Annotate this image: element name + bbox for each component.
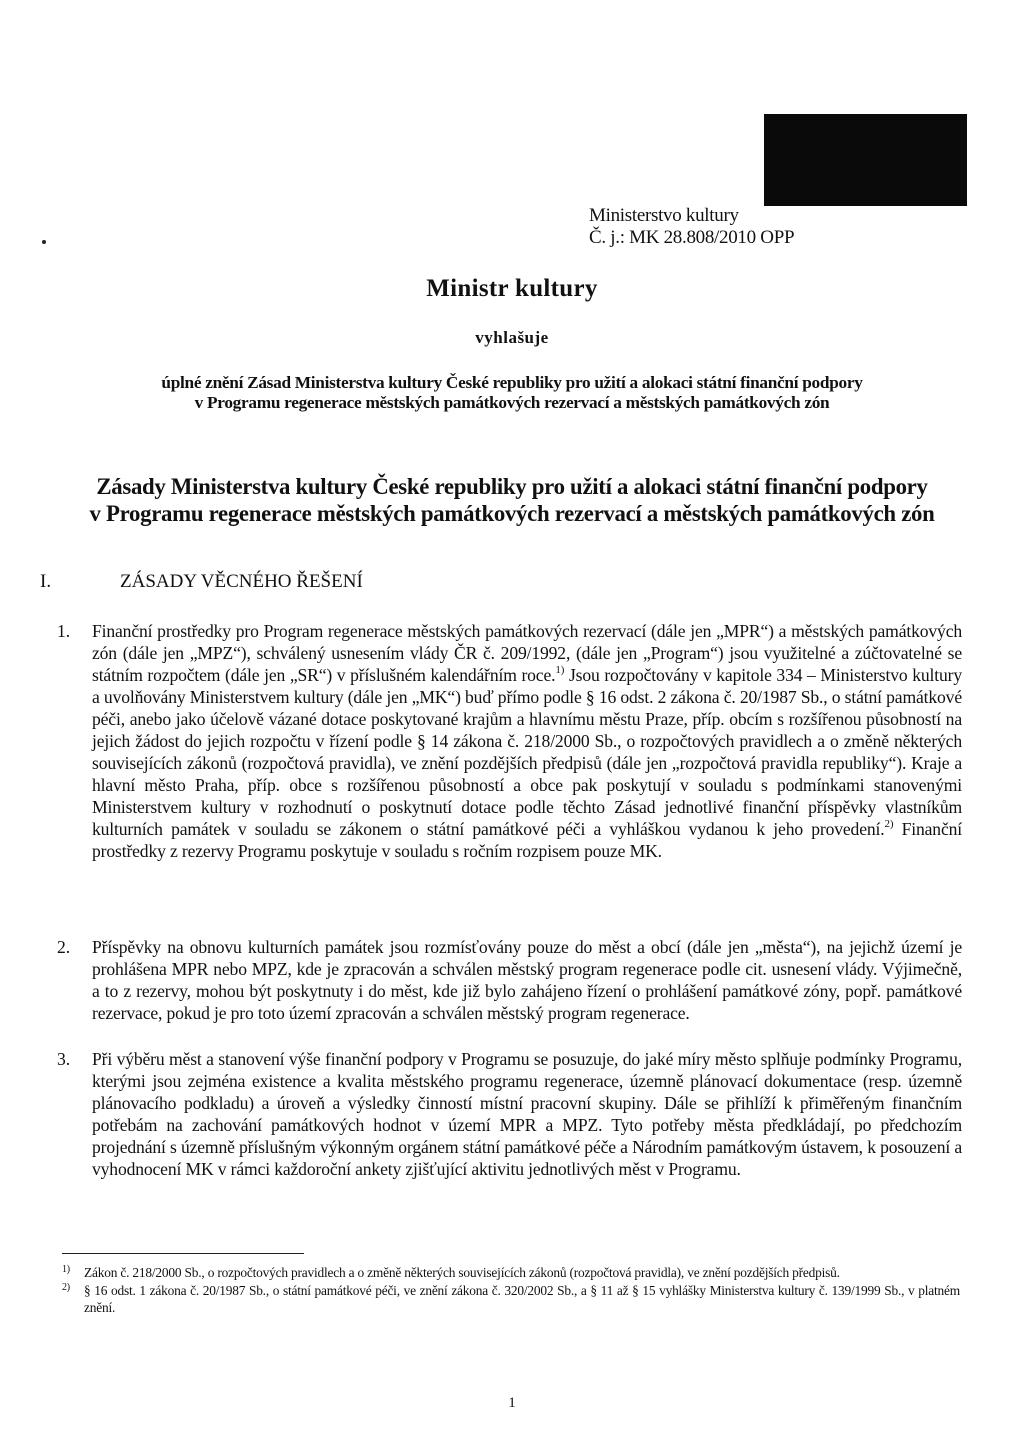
registry-office: Ministerstvo kultury: [589, 205, 739, 226]
paragraph-3: [57, 1048, 962, 1180]
paragraph-number: 3.: [57, 1049, 71, 1069]
paragraph-number: 1.: [57, 621, 71, 641]
page-number: 1: [508, 1395, 516, 1411]
paragraph-text: Při výběru měst a stanovení výše finanční podpory v Programu se posuzuje, do jaké míry město splňuje podmínky Programu, kterými jsou zejména existence a kvalita městského programu regenerace, územně plánovací dokumentace (resp. územně plánovacího podkladu) a úroveň a výsledky činností místní pracovní skupiny. Dále se přihlíží k přiměřeným finančním potřebám na zachování památkových hodnot v území MPR a MPZ. Tyto potřeby města předkládají, po předchozím projednání s územně příslušným výkonným orgánem státní památkové péče a Národním památkovým ústavem, k posouzení a vyhodnocení MK v rámci každoroční ankety zjišťující aktivitu jednotlivých měst v Programu.: [92, 1049, 962, 1179]
redaction-box: [764, 114, 967, 206]
footnote-reference[interactable]: 2): [884, 818, 894, 831]
footnote-2: [62, 1282, 960, 1317]
footnote-1: [62, 1264, 960, 1282]
footnotes: [62, 1264, 960, 1317]
paragraph-text: Příspěvky na obnovu kulturních památek jsou rozmísťovány pouze do měst a obcí (dále jen „města“), na jejichž území je prohlášena MPR nebo MPZ, kde je zpracován a schválen městský program regenerace podle cit. usnesení vlády. Výjimečně, a to z rezervy, mohou být poskytnuty i do měst, kde již bylo zahájeno řízení o prohlášení památkové zóny, popř. památkové rezervace, pokud je pro toto území zpracován a schválen městský program regenerace.: [92, 937, 962, 1023]
reference-number: Č. j.: MK 28.808/2010 OPP: [589, 227, 795, 248]
proclaims-text: vyhlašuje: [475, 328, 549, 347]
section-number: I.: [40, 571, 52, 592]
section-heading: [40, 570, 363, 594]
paragraph-text-part: Finanční prostředky pro Program regenerace městských památkových rezervací (dále jen „MPR“) a městských památkových zón (dále jen „MPZ“), schválený usnesením vlády ČR č. 209/1992, (dále jen „Program“) jsou využitelné a zúčtovatelné se státním rozpočtem (dále jen „SR“) v příslušném kalendářním roce.: [92, 621, 962, 685]
intro-statement: [60, 373, 964, 413]
title-line-2: v Programu regenerace městských památkových rezervací a městských památkových zón: [89, 501, 935, 526]
paragraph-number: 2.: [57, 937, 71, 957]
intro-line-2: v Programu regenerace městských památkových rezervací a městských památkových zón: [194, 393, 830, 412]
paragraph-text-part: Finanční prostředky z rezervy Programu poskytuje v souladu s ročním rozpisem pouze MK.: [92, 819, 962, 861]
footnote-divider: [62, 1253, 304, 1254]
footnote-mark: 2): [62, 1281, 70, 1293]
paragraph-2: [57, 936, 962, 1024]
footnote-text: § 16 odst. 1 zákona č. 20/1987 Sb., o státní památkové péči, ve znění zákona č. 320/2002 Sb., a § 11 až § 15 vyhlášky Ministerstva kultury č. 139/1999 Sb., v platném znění.: [84, 1282, 960, 1315]
scan-mark: [42, 240, 46, 244]
paragraph-text-part: Jsou rozpočtovány v kapitole 334 – Ministerstvo kultury a uvolňovány Ministerstvem kultury (dále jen „MK“) buď přímo podle § 16 odst. 2 zákona č. 20/1987 Sb., o státní památkové péči, anebo jako účelově vázané dotace poskytované krajům a hlavnímu městu Praze, příp. obcím s rozšířenou působností na jejich žádost do jejich rozpočtu v řízení podle § 14 zákona č. 218/2000 Sb., o rozpočtových pravidlech a o změně některých souvisejících zákonů (rozpočtová pravidla), ve znění pozdějších předpisů (dále jen „rozpočtová pravidla republiky“). Kraje a hlavní město Praha, příp. obce s rozšířenou působností a obce pak poskytují v souladu s podmínkami stanovenými Ministerstvem kultury v rozhodnutí o poskytnutí dotace podle těchto Zásad jednotlivé finanční příspěvky vlastníkům kulturních památek v souladu se zákonem o státní památkové péči a vyhláškou vydanou k jeho provedení.: [92, 665, 962, 839]
title-line-1: Zásady Ministerstva kultury České republiky pro užití a alokaci státní finanční podpory: [96, 474, 928, 499]
document-title: [40, 473, 984, 527]
intro-line-1: úplné znění Zásad Ministerstva kultury České republiky pro užití a alokaci státní finanční podpory: [161, 373, 863, 392]
footnote-reference[interactable]: 1): [555, 664, 565, 677]
footnote-text: Zákon č. 218/2000 Sb., o rozpočtových pravidlech a o změně některých souvisejících zákonů (rozpočtová pravidla), ve znění pozdějších předpisů.: [84, 1265, 840, 1280]
reference-block: [589, 205, 794, 249]
paragraph-text: [92, 620, 962, 862]
minister-heading: Ministr kultury: [426, 275, 598, 302]
footnote-mark: 1): [62, 1264, 70, 1275]
paragraph-1: [57, 620, 962, 862]
section-title: ZÁSADY VĚCNÉHO ŘEŠENÍ: [120, 571, 363, 592]
